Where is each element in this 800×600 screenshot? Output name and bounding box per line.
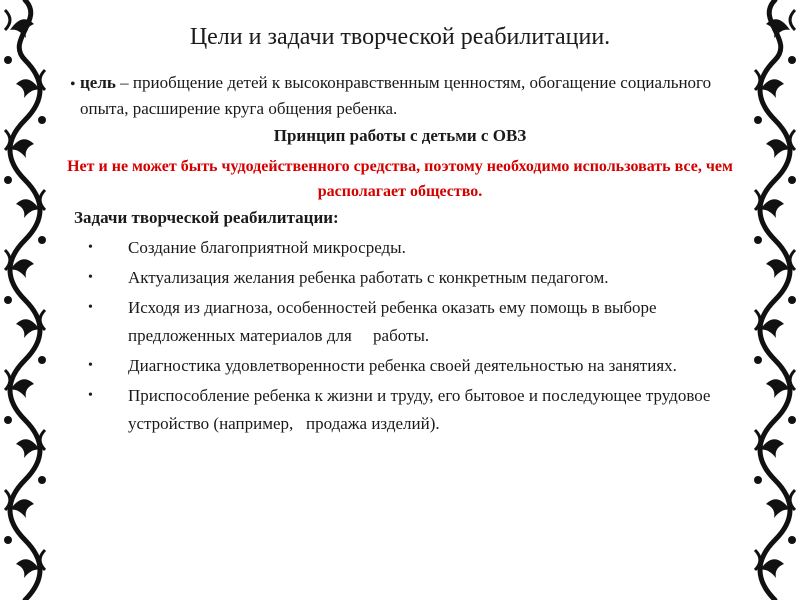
bullet-icon: • [88, 358, 93, 373]
task-text: Приспособление ребенка к жизни и труду, его бытовое и последующее трудовое устройство (например, продажа изделий). [128, 386, 715, 433]
list-item [60, 234, 740, 262]
principle-heading: Принцип работы с детьми с ОВЗ [273, 126, 527, 145]
bullet-icon: • [70, 76, 76, 93]
list-item [60, 382, 740, 438]
task-text: Исходя из диагноза, особенностей ребенка оказать ему помощь в выборе предложенных материалов для работы. [128, 298, 661, 345]
task-text: Диагностика удовлетворенности ребенка своей деятельностью на занятиях. [128, 356, 677, 375]
goal-term: цель [80, 73, 116, 92]
bullet-icon: • [88, 300, 93, 315]
slide-title: Цели и задачи творческой реабилитации. [189, 24, 611, 50]
bullet-icon: • [88, 240, 93, 255]
ornament-border-right [750, 0, 800, 600]
task-text: Создание благоприятной микросреды. [128, 238, 406, 257]
tasks-list [60, 234, 740, 440]
list-item [60, 352, 740, 380]
list-item [60, 294, 740, 350]
goal-paragraph [70, 70, 720, 122]
principle-text: Нет и не может быть чудодейственного средства, поэтому необходимо использовать все, чем располагает общество. [67, 158, 733, 200]
swirl-ornament-icon [0, 0, 50, 600]
task-text: Актуализация желания ребенка работать с конкретным педагогом. [128, 268, 609, 287]
bullet-icon: • [88, 270, 93, 285]
list-item [60, 264, 740, 292]
ornament-border-left [0, 0, 50, 600]
goal-text: – приобщение детей к высоконравственным ценностям, обогащение социального опыта, расширение круга общения ребенка. [80, 73, 712, 118]
tasks-heading: Задачи творческой реабилитации: [74, 208, 339, 227]
swirl-ornament-icon [750, 0, 800, 600]
bullet-icon: • [88, 388, 93, 403]
